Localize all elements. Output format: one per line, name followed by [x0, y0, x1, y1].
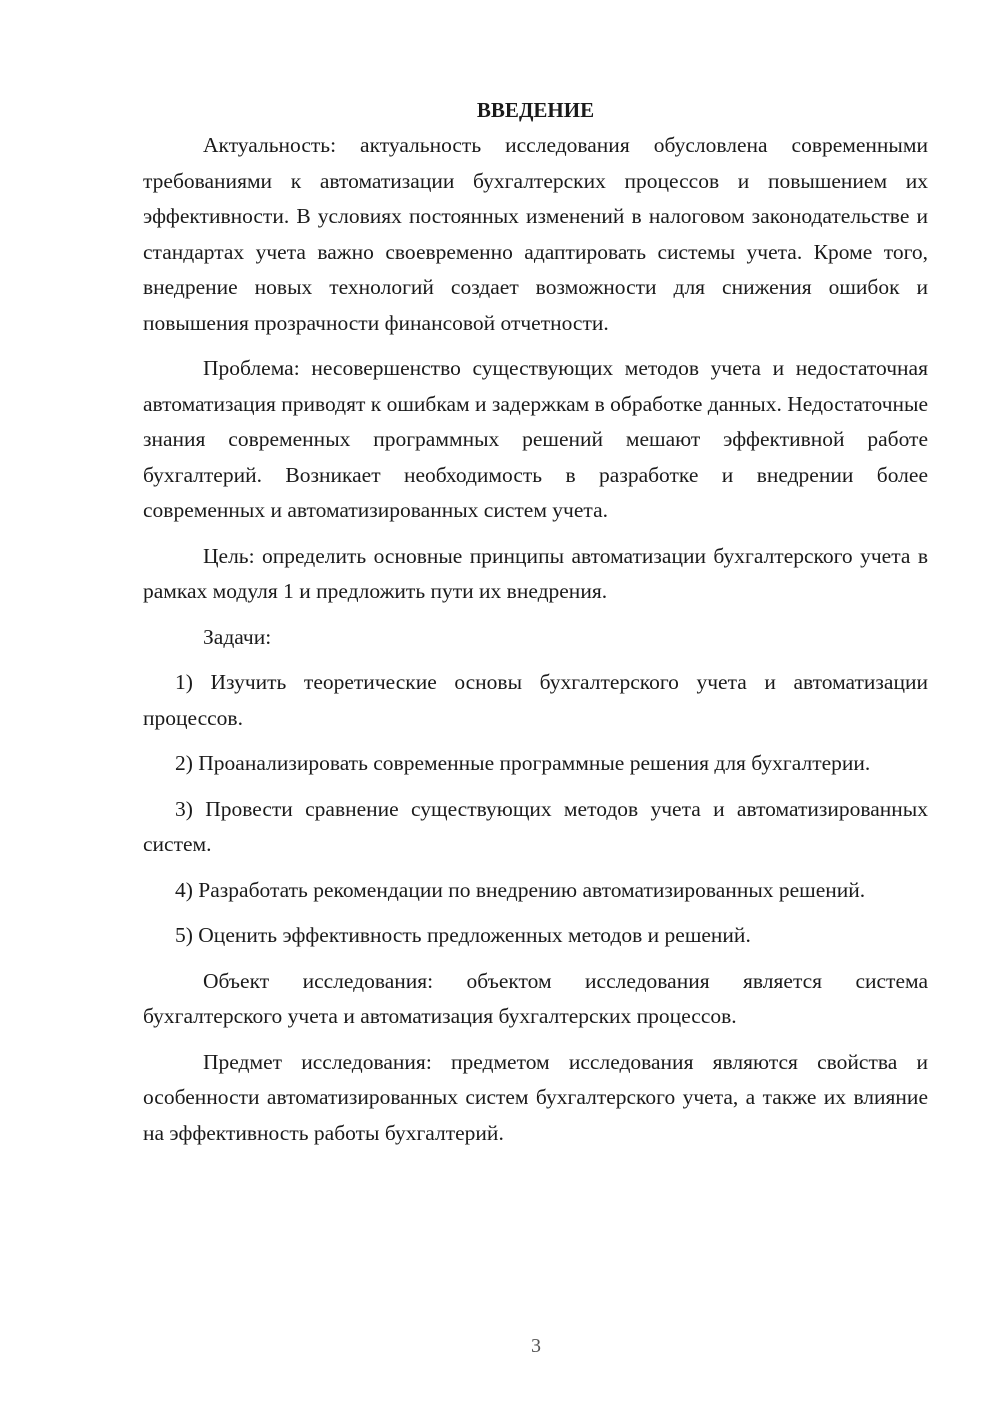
paragraph-goal: Цель: определить основные принципы автоматизации бухгалтерского учета в рамках модуля 1 и предложить пути их внедрения. — [143, 543, 928, 603]
paragraph-problem: Проблема: несовершенство существующих методов учета и недостаточная автоматизация приводят к ошибкам и задержкам в обработке данных. Недостаточные знания современных программных решений мешают эффективной работе бухгалтерий. Возникает необходимость в разработке и внедрении более современных и автоматизированных систем учета. — [143, 356, 929, 522]
task-item-3: 3) Провести сравнение существующих методов учета и автоматизированных систем. — [143, 796, 928, 856]
paragraph-object: Объект исследования: объектом исследования является система бухгалтерского учета и автоматизация бухгалтерских процессов. — [143, 968, 928, 1028]
task-item-4: 4) Разработать рекомендации по внедрению автоматизированных решений. — [175, 877, 866, 902]
paragraph-subject: Предмет исследования: предметом исследования являются свойства и особенности автоматизированных систем бухгалтерского учета, а также их влияние на эффективность работы бухгалтерий. — [143, 1049, 928, 1145]
task-item-1: 1) Изучить теоретические основы бухгалтерского учета и автоматизации процессов. — [143, 670, 928, 730]
paragraph-relevance: Актуальность: актуальность исследования обусловлена современными требованиями к автоматизации бухгалтерских процессов и повышением их эффективности. В условиях постоянных изменений в налоговом законодательстве и стандартах учета важно своевременно адаптировать системы учета. Кроме того, внедрение новых технологий создает возможности для снижения ошибок и повышения прозрачности финансовой отчетности. — [143, 133, 928, 335]
tasks-heading: Задачи: — [203, 624, 272, 649]
page-title: ВВЕДЕНИЕ — [476, 98, 595, 122]
task-item-5: 5) Оценить эффективность предложенных методов и решений. — [175, 923, 751, 947]
page-number: 3 — [531, 1335, 541, 1357]
task-item-2: 2) Проанализировать современные программные решения для бухгалтерии. — [175, 751, 871, 775]
document-page — [143, 93, 928, 1151]
